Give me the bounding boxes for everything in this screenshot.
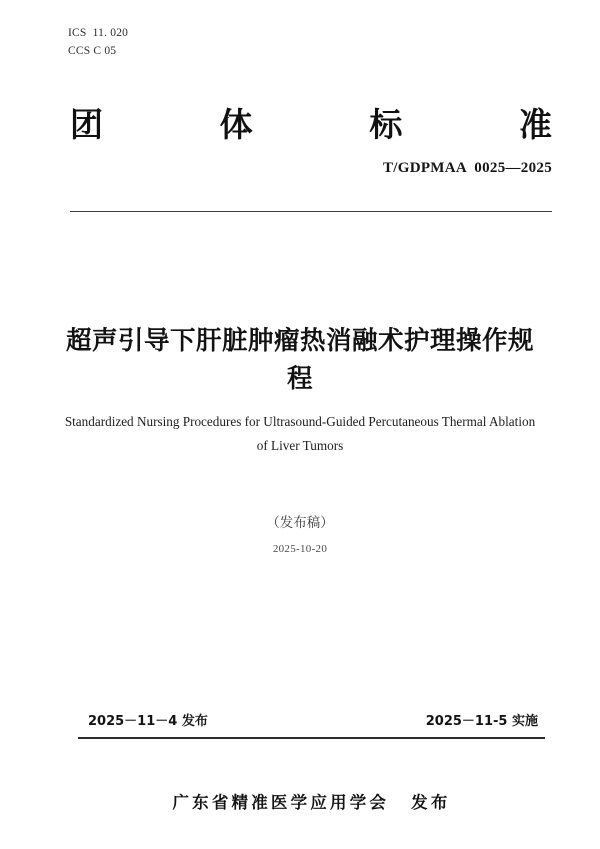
ccs-code: CCS C 05: [68, 45, 117, 57]
classification-codes: [68, 24, 128, 60]
page-title-english: Standardized Nursing Procedures for Ultrasound-Guided Percutaneous Thermal Ablation of Liver Tumors: [64, 414, 536, 453]
standard-type-char-1: 团: [70, 105, 103, 144]
publisher-organization: 广东省精准医学应用学会: [172, 793, 390, 812]
header-divider: [70, 211, 552, 212]
effective-date: 2025－11-5 实施: [425, 714, 538, 729]
standard-type-char-3: 标: [369, 105, 403, 144]
draft-date: 2025-10-20: [272, 543, 328, 555]
standard-type-char-2: 体: [219, 105, 253, 144]
publisher-action: 发布: [411, 793, 451, 812]
standard-number: T/GDPMAA 0025—2025: [382, 160, 552, 176]
footer-dates: [88, 710, 538, 729]
footer-divider: [78, 737, 545, 739]
ics-code: ICS 11. 020: [68, 27, 129, 39]
publisher-line: [0, 770, 600, 832]
draft-status-label: （发布稿）: [266, 515, 334, 530]
standard-type-heading: [70, 104, 552, 146]
issue-date: 2025－11－4 发布: [88, 714, 208, 729]
page-title: 超声引导下肝脏肿瘤热消融术护理操作规程: [65, 326, 534, 394]
standard-type-char-4: 准: [518, 105, 552, 144]
